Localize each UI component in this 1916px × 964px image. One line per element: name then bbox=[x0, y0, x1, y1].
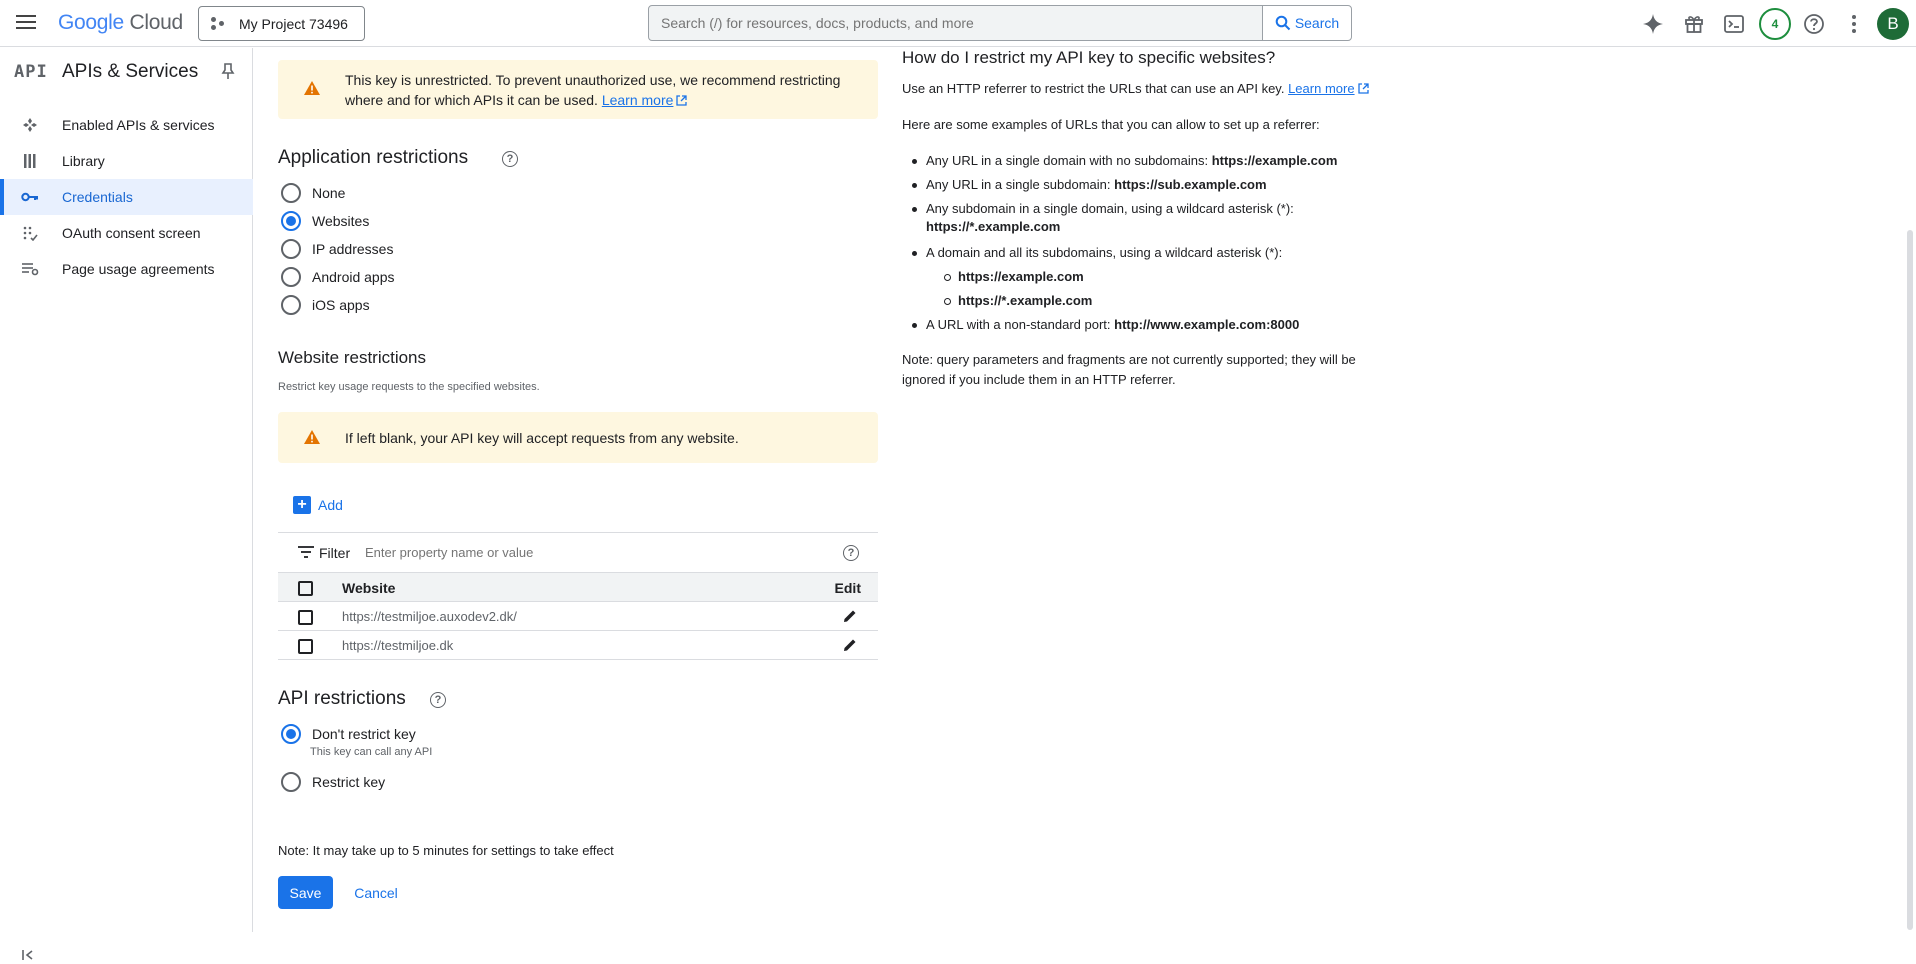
search-input[interactable] bbox=[648, 5, 1263, 41]
radio-button[interactable] bbox=[281, 267, 301, 287]
radio-button[interactable] bbox=[281, 183, 301, 203]
radio-android-apps[interactable] bbox=[281, 267, 395, 287]
sidebar-item-label: Enabled APIs & services bbox=[62, 117, 215, 133]
dont-restrict-subtext: This key can call any API bbox=[310, 746, 433, 758]
help-intro-text: Use an HTTP referrer to restrict the URLs that can use an API key. bbox=[902, 81, 1285, 96]
top-bar bbox=[0, 0, 1916, 47]
filter-help-icon[interactable]: ? bbox=[843, 545, 859, 561]
project-icon bbox=[211, 17, 229, 31]
blank-warning-text: If left blank, your API key will accept requests from any website. bbox=[345, 430, 739, 446]
radio-button[interactable] bbox=[281, 239, 301, 259]
table-row bbox=[278, 631, 878, 660]
bullet-text: Any URL in a single domain with no subdomains: bbox=[926, 153, 1209, 168]
settings-note: Note: It may take up to 5 minutes for settings to take effect bbox=[278, 843, 614, 858]
pin-icon[interactable] bbox=[220, 62, 238, 80]
add-icon: + bbox=[293, 496, 311, 514]
learn-more-label: Learn more bbox=[601, 92, 674, 108]
help-examples-intro: Here are some examples of URLs that you can allow to set up a referrer: bbox=[902, 117, 1320, 132]
website-restrictions-subtitle: Restrict key usage requests to the specified websites. bbox=[278, 381, 540, 393]
sidebar-title: APIs & Services bbox=[62, 61, 199, 82]
main-menu-button[interactable] bbox=[13, 11, 39, 33]
sidebar bbox=[0, 48, 253, 932]
application-restrictions-title: Application restrictions bbox=[278, 147, 469, 168]
radio-label: Websites bbox=[312, 213, 370, 229]
help-bullet bbox=[926, 200, 1396, 236]
help-learn-more-label: Learn more bbox=[1288, 81, 1355, 96]
help-note: Note: query parameters and fragments are not currently supported; they will be ignored if you include them in an HTTP referrer. bbox=[902, 352, 1356, 387]
radio-label: None bbox=[312, 185, 346, 201]
radio-ios-apps[interactable] bbox=[281, 295, 370, 315]
bullet-text: A domain and all its subdomains, using a wildcard asterisk (*): bbox=[926, 245, 1283, 260]
radio-none[interactable] bbox=[281, 183, 345, 203]
blank-warning bbox=[278, 412, 878, 463]
website-cell: https://testmiljoe.auxodev2.dk/ bbox=[342, 609, 517, 624]
column-header-edit: Edit bbox=[834, 580, 861, 596]
bullet-url: https://*.example.com bbox=[926, 219, 1061, 234]
table-row bbox=[278, 602, 878, 631]
collapse-sidebar-icon[interactable] bbox=[22, 948, 34, 964]
sidebar-item-label: Page usage agreements bbox=[62, 261, 215, 277]
radio-restrict-key[interactable] bbox=[281, 772, 385, 792]
warning-icon bbox=[304, 430, 320, 444]
website-cell: https://testmiljoe.dk bbox=[342, 638, 454, 653]
notifications-button[interactable] bbox=[1759, 8, 1791, 40]
gemini-icon[interactable] bbox=[1640, 11, 1666, 37]
google-cloud-logo[interactable] bbox=[58, 11, 183, 35]
row-checkbox[interactable] bbox=[298, 610, 313, 625]
warning-icon bbox=[304, 81, 320, 95]
avatar-initial: B bbox=[1887, 14, 1899, 33]
learn-more-link[interactable] bbox=[602, 92, 688, 108]
cancel-button[interactable]: Cancel bbox=[354, 884, 398, 901]
search-icon bbox=[1275, 15, 1291, 31]
bullet-text: Any URL in a single subdomain: bbox=[926, 177, 1111, 192]
notifications-count: 4 bbox=[1771, 17, 1779, 31]
logo-google: Google bbox=[58, 11, 124, 34]
radio-button[interactable] bbox=[281, 295, 301, 315]
radio-ip-addresses[interactable] bbox=[281, 239, 393, 259]
bullet-url: https://sub.example.com bbox=[1114, 177, 1267, 192]
gift-icon[interactable] bbox=[1681, 11, 1707, 37]
radio-button[interactable] bbox=[281, 211, 301, 231]
help-icon[interactable]: ? bbox=[502, 151, 518, 167]
project-picker-button[interactable] bbox=[198, 6, 365, 41]
key-icon bbox=[20, 188, 40, 206]
sidebar-item-library[interactable] bbox=[0, 143, 253, 179]
help-sub-bullet: https://example.com bbox=[958, 269, 1084, 284]
row-checkbox[interactable] bbox=[298, 639, 313, 654]
help-icon[interactable]: ? bbox=[430, 692, 446, 708]
radio-button[interactable] bbox=[281, 724, 301, 744]
sidebar-item-label: OAuth consent screen bbox=[62, 225, 201, 241]
more-options-icon[interactable] bbox=[1841, 11, 1867, 37]
search-button-label: Search bbox=[1294, 15, 1340, 31]
search-button[interactable] bbox=[1262, 5, 1352, 41]
edit-icon[interactable] bbox=[842, 637, 858, 653]
help-bullet bbox=[926, 316, 1396, 334]
add-website-button[interactable] bbox=[293, 496, 343, 514]
sidebar-item-oauth-consent[interactable] bbox=[0, 215, 253, 251]
library-icon bbox=[20, 152, 40, 170]
help-title: How do I restrict my API key to specific websites? bbox=[902, 48, 1276, 67]
radio-button[interactable] bbox=[281, 772, 301, 792]
filter-icon bbox=[298, 546, 314, 558]
radio-label: iOS apps bbox=[312, 297, 370, 313]
website-restrictions-title: Website restrictions bbox=[278, 348, 427, 367]
help-bullet bbox=[926, 176, 1396, 194]
warning-text: This key is unrestricted. To prevent unauthorized use, we recommend restricting where and for which APIs it can be used. bbox=[345, 72, 841, 108]
radio-dont-restrict-key[interactable] bbox=[281, 724, 416, 744]
column-header-website: Website bbox=[342, 580, 396, 596]
sidebar-item-page-usage[interactable] bbox=[0, 251, 253, 287]
agreements-icon bbox=[20, 260, 40, 278]
avatar[interactable] bbox=[1877, 8, 1909, 40]
radio-label: Android apps bbox=[312, 269, 395, 285]
bullet-url: http://www.example.com:8000 bbox=[1114, 317, 1300, 332]
help-icon[interactable] bbox=[1801, 11, 1827, 37]
unrestricted-warning-text bbox=[345, 70, 855, 110]
select-all-checkbox[interactable] bbox=[298, 581, 313, 596]
api-logo: API bbox=[14, 62, 48, 82]
filter-input[interactable] bbox=[365, 545, 765, 560]
sidebar-item-label: Library bbox=[62, 153, 105, 169]
consent-icon bbox=[20, 224, 40, 242]
cloud-shell-icon[interactable] bbox=[1721, 11, 1747, 37]
radio-label: Don't restrict key bbox=[312, 726, 416, 742]
help-sub-bullet: https://*.example.com bbox=[958, 293, 1093, 308]
project-name: My Project 73496 bbox=[239, 15, 348, 32]
help-learn-more-link[interactable] bbox=[1288, 81, 1368, 96]
sidebar-item-enabled-apis[interactable] bbox=[0, 107, 253, 143]
add-label: Add bbox=[318, 497, 343, 513]
bullet-url: https://example.com bbox=[1211, 153, 1338, 168]
page-scrollbar[interactable] bbox=[1907, 230, 1913, 930]
table-header bbox=[278, 572, 878, 602]
sidebar-item-label: Credentials bbox=[62, 189, 133, 205]
edit-icon[interactable] bbox=[842, 608, 858, 624]
radio-label: IP addresses bbox=[312, 241, 394, 257]
radio-websites[interactable] bbox=[281, 211, 369, 231]
filter-bar bbox=[278, 532, 878, 572]
apis-icon bbox=[20, 116, 40, 134]
help-bullet bbox=[926, 152, 1396, 170]
api-restrictions-title: API restrictions bbox=[278, 688, 406, 709]
save-button[interactable]: Save bbox=[278, 876, 333, 909]
sidebar-item-credentials[interactable] bbox=[0, 179, 253, 215]
external-link-icon bbox=[676, 95, 687, 106]
help-intro bbox=[902, 79, 1402, 99]
bullet-text: A URL with a non-standard port: bbox=[926, 317, 1111, 332]
external-link-icon bbox=[1358, 83, 1369, 94]
logo-cloud: Cloud bbox=[129, 11, 183, 34]
unrestricted-key-warning bbox=[278, 60, 878, 119]
help-bullet bbox=[926, 244, 1396, 262]
filter-label: Filter bbox=[319, 545, 351, 561]
radio-label: Restrict key bbox=[312, 774, 386, 790]
bullet-text: Any subdomain in a single domain, using a wildcard asterisk (*): bbox=[926, 201, 1294, 216]
